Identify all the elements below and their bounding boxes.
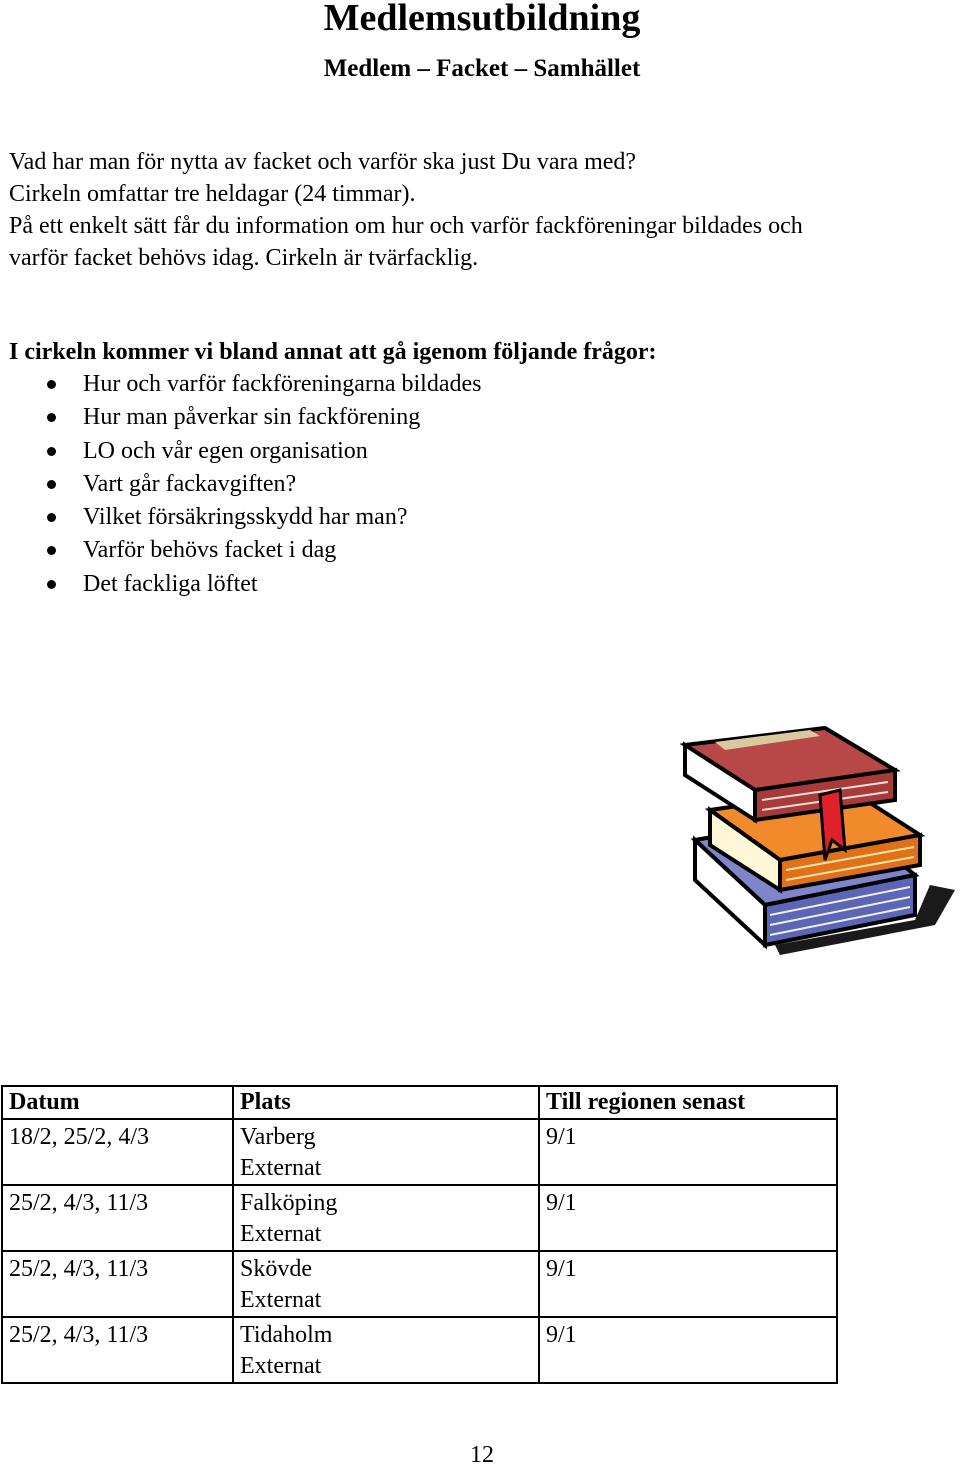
intro-paragraph xyxy=(9,146,949,274)
cell-plats xyxy=(233,1251,539,1317)
plats-type: Externat xyxy=(240,1221,322,1247)
plats-type: Externat xyxy=(240,1353,322,1379)
table-row xyxy=(2,1317,837,1383)
plats-name: Varberg xyxy=(240,1124,316,1150)
cell-senast: 9/1 xyxy=(539,1317,837,1383)
list-item: Vilket försäkringsskydd har man? xyxy=(0,501,481,534)
questions-list xyxy=(0,368,481,601)
list-item: LO och vår egen organisation xyxy=(0,435,481,468)
plats-name: Tidaholm xyxy=(240,1322,333,1348)
cell-datum: 25/2, 4/3, 11/3 xyxy=(2,1317,233,1383)
page-number: 12 xyxy=(470,1442,494,1468)
schedule-table xyxy=(1,1085,838,1384)
cell-datum: 25/2, 4/3, 11/3 xyxy=(2,1251,233,1317)
table-header-row xyxy=(2,1086,837,1119)
list-item: Varför behövs facket i dag xyxy=(0,534,481,567)
cell-senast: 9/1 xyxy=(539,1185,837,1251)
cell-senast: 9/1 xyxy=(539,1251,837,1317)
cell-plats xyxy=(233,1119,539,1185)
plats-type: Externat xyxy=(240,1287,322,1313)
cell-datum: 18/2, 25/2, 4/3 xyxy=(2,1119,233,1185)
plats-type: Externat xyxy=(240,1155,322,1181)
list-item: Vart går fackavgiften? xyxy=(0,468,481,501)
table-row xyxy=(2,1119,837,1185)
header-datum: Datum xyxy=(2,1086,233,1119)
list-item: Hur man påverkar sin fackförening xyxy=(0,401,481,434)
table-row xyxy=(2,1251,837,1317)
list-item: Hur och varför fackföreningarna bildades xyxy=(0,368,481,401)
header-senast: Till regionen senast xyxy=(539,1086,837,1119)
plats-name: Skövde xyxy=(240,1256,312,1282)
cell-plats xyxy=(233,1317,539,1383)
intro-line: På ett enkelt sätt får du information om hur och varför fackföreningar bildades och xyxy=(9,213,803,239)
questions-heading: I cirkeln kommer vi bland annat att gå igenom följande frågor: xyxy=(9,339,657,365)
plats-name: Falköping xyxy=(240,1190,338,1216)
intro-line: varför facket behövs idag. Cirkeln är tvärfacklig. xyxy=(9,245,479,271)
table-row xyxy=(2,1185,837,1251)
cell-senast: 9/1 xyxy=(539,1119,837,1185)
cell-plats xyxy=(233,1185,539,1251)
intro-line: Cirkeln omfattar tre heldagar (24 timmar). xyxy=(9,181,416,207)
page-title: Medlemsutbildning xyxy=(323,0,641,39)
page-subtitle: Medlem – Facket – Samhället xyxy=(323,55,641,82)
header-plats: Plats xyxy=(233,1086,539,1119)
cell-datum: 25/2, 4/3, 11/3 xyxy=(2,1185,233,1251)
list-item: Det fackliga löftet xyxy=(0,568,481,601)
books-stack-illustration xyxy=(680,720,960,960)
intro-line: Vad har man för nytta av facket och varför ska just Du vara med? xyxy=(9,149,637,175)
